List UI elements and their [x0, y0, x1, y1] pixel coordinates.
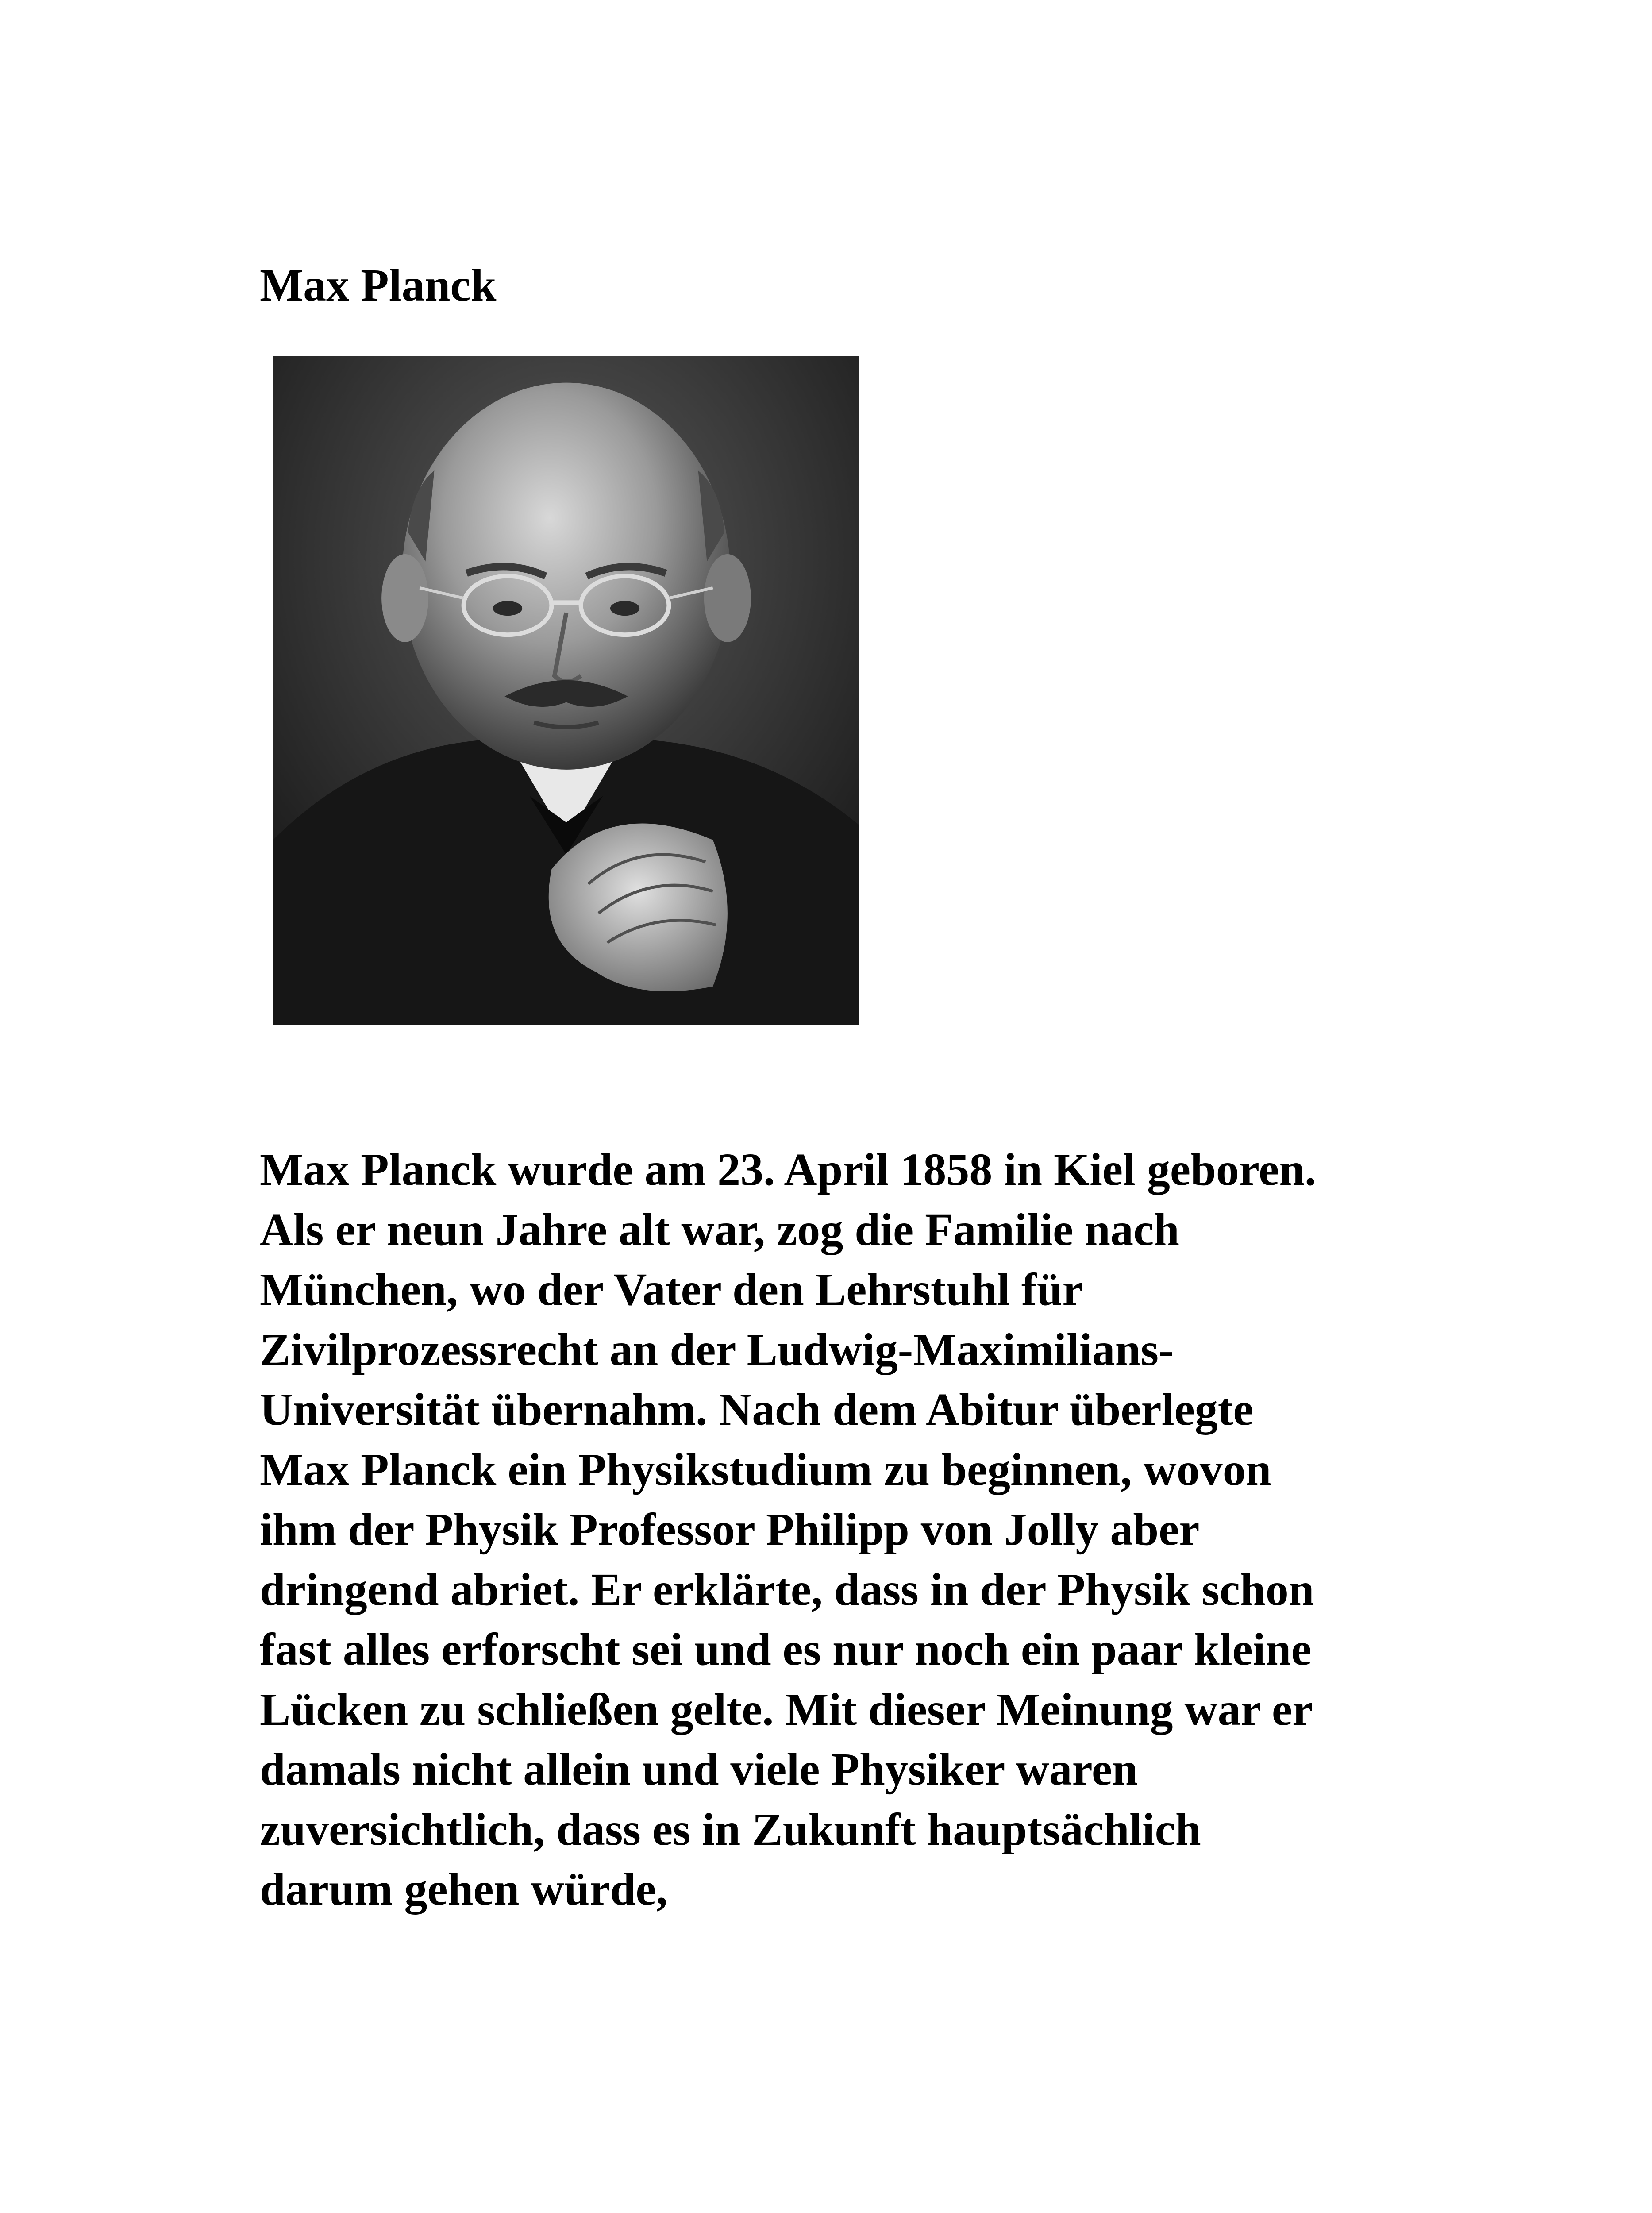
- body-line: Max Planck wurde am 23. April 1858 in Kiel geboren.: [260, 1144, 1317, 1195]
- body-line: Zivilprozessrecht an der Ludwig-Maximilians-: [260, 1324, 1174, 1375]
- body-line: fast alles erforscht sei und es nur noch ein paar kleine: [260, 1624, 1312, 1675]
- page-title: Max Planck: [260, 260, 497, 311]
- portrait-photo: [273, 356, 859, 1025]
- body-line: Universität übernahm. Nach dem Abitur überlegte: [260, 1384, 1254, 1435]
- body-line: zuversichtlich, dass es in Zukunft hauptsächlich: [260, 1804, 1201, 1855]
- body-paragraph: [260, 1140, 1587, 1920]
- body-line: München, wo der Vater den Lehrstuhl für: [260, 1264, 1083, 1315]
- body-line: dringend abriet. Er erklärte, dass in der Physik schon: [260, 1564, 1314, 1615]
- body-line: ihm der Physik Professor Philipp von Jolly aber: [260, 1504, 1200, 1555]
- body-line: Als er neun Jahre alt war, zog die Familie nach: [260, 1204, 1180, 1255]
- body-line: darum gehen würde,: [260, 1864, 668, 1915]
- body-line: Max Planck ein Physikstudium zu beginnen, wovon: [260, 1444, 1271, 1495]
- body-line: damals nicht allein und viele Physiker waren: [260, 1744, 1138, 1795]
- body-line: Lücken zu schließen gelte. Mit dieser Meinung war er: [260, 1684, 1313, 1735]
